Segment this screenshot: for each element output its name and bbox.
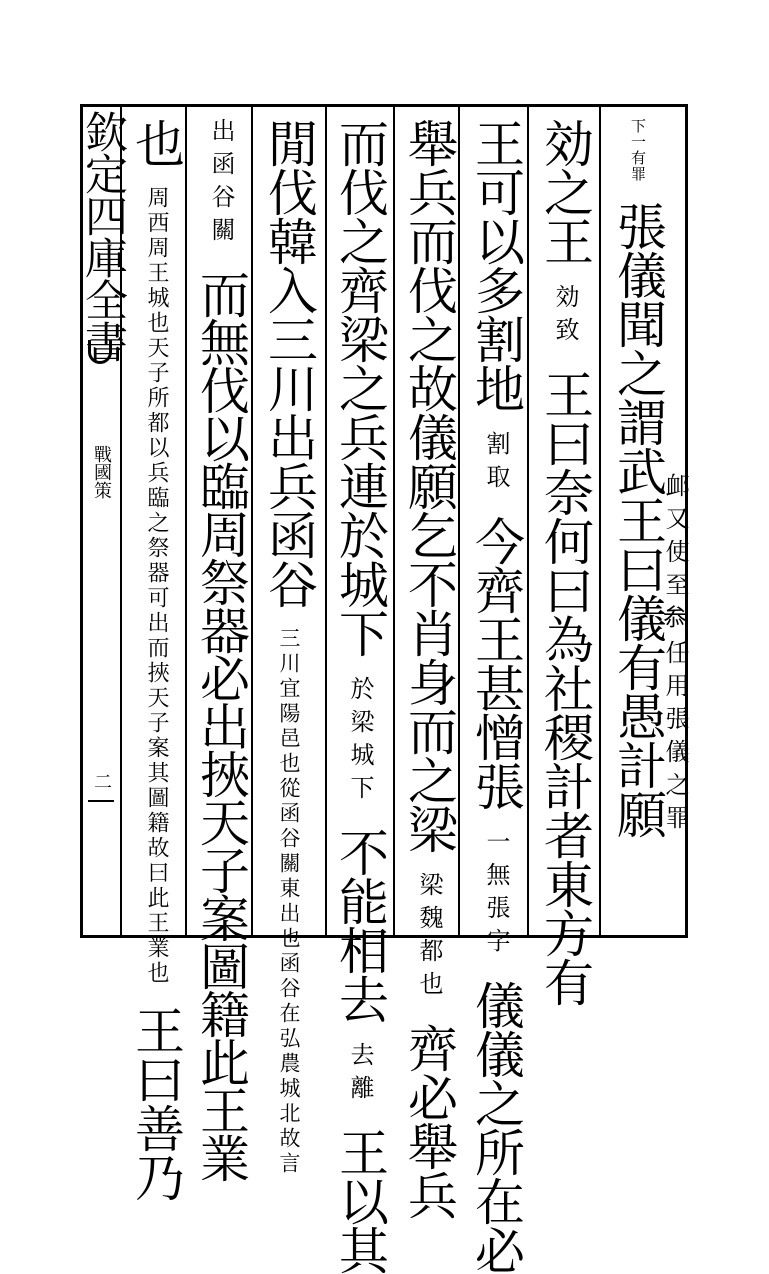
- note: 一無張字: [482, 829, 510, 961]
- main-text: 而伐之齊梁之兵連於城下: [331, 118, 389, 657]
- column-divider: [393, 104, 395, 938]
- main-text: 閒伐韓入三川出兵函谷: [260, 118, 318, 608]
- fishtail-mark: [88, 340, 112, 364]
- border-top: [80, 104, 688, 107]
- main-text: 張儀聞之謂武王曰儀有愚計願: [609, 201, 667, 838]
- main-text: 王曰奈何曰為社稷計者東方有: [536, 369, 594, 1006]
- note: 梁魏都也: [415, 872, 443, 1004]
- section-title: 戰國策: [91, 445, 112, 499]
- note: 出函谷關: [207, 118, 235, 250]
- page-mark-line: [88, 800, 114, 802]
- book-title: 欽定四庫全書: [78, 110, 128, 362]
- text-column-6: [331, 118, 389, 1274]
- page-number: 二: [91, 772, 112, 790]
- text-column-3: [536, 118, 594, 1006]
- main-text: 効之王: [536, 118, 594, 265]
- main-text: 而無伐以臨周祭器必出挾天子案圖籍此王業: [192, 269, 250, 1181]
- text-column-5: [400, 118, 458, 1219]
- note: 下一有罪: [629, 118, 647, 182]
- note: 去離: [346, 1042, 374, 1108]
- column-divider: [527, 104, 529, 938]
- main-text: 也: [127, 118, 185, 167]
- text-column-8: [192, 118, 250, 1181]
- text-column-4: [467, 118, 525, 1274]
- main-text: 王曰善乃: [127, 1005, 185, 1201]
- main-text: 今齊王甚憎張: [467, 516, 525, 810]
- note-line: 任用張儀之罪: [661, 640, 689, 838]
- note: 割取: [482, 431, 510, 497]
- column-divider: [185, 104, 187, 938]
- note: 周西周王城也天子所都以兵臨之祭器可出而挾天子案其圖籍故曰此王業也: [144, 186, 169, 986]
- main-text: 舉兵而伐之故儀願乞不肖身而之梁: [400, 118, 458, 853]
- column-divider: [325, 104, 327, 938]
- note: 効致: [551, 284, 579, 350]
- main-text: 王可以多割地: [467, 118, 525, 412]
- text-column-7: [260, 118, 318, 1177]
- main-text: 儀儀之所在必: [467, 980, 525, 1274]
- column-divider: [458, 104, 460, 938]
- note-line: 䘏又使至𠫵: [661, 473, 689, 638]
- main-text: 不能相去: [331, 827, 389, 1023]
- main-text: 齊必舉兵: [400, 1023, 458, 1219]
- note: 於梁城下: [346, 676, 374, 808]
- column-divider: [599, 104, 601, 938]
- text-column-9: [127, 118, 185, 1201]
- column-divider: [251, 104, 253, 938]
- main-text: 王以其: [331, 1127, 389, 1274]
- note: 三川宜陽邑也從函谷關東出也函谷在弘農城北故言: [277, 627, 301, 1177]
- text-column-1: [609, 118, 689, 838]
